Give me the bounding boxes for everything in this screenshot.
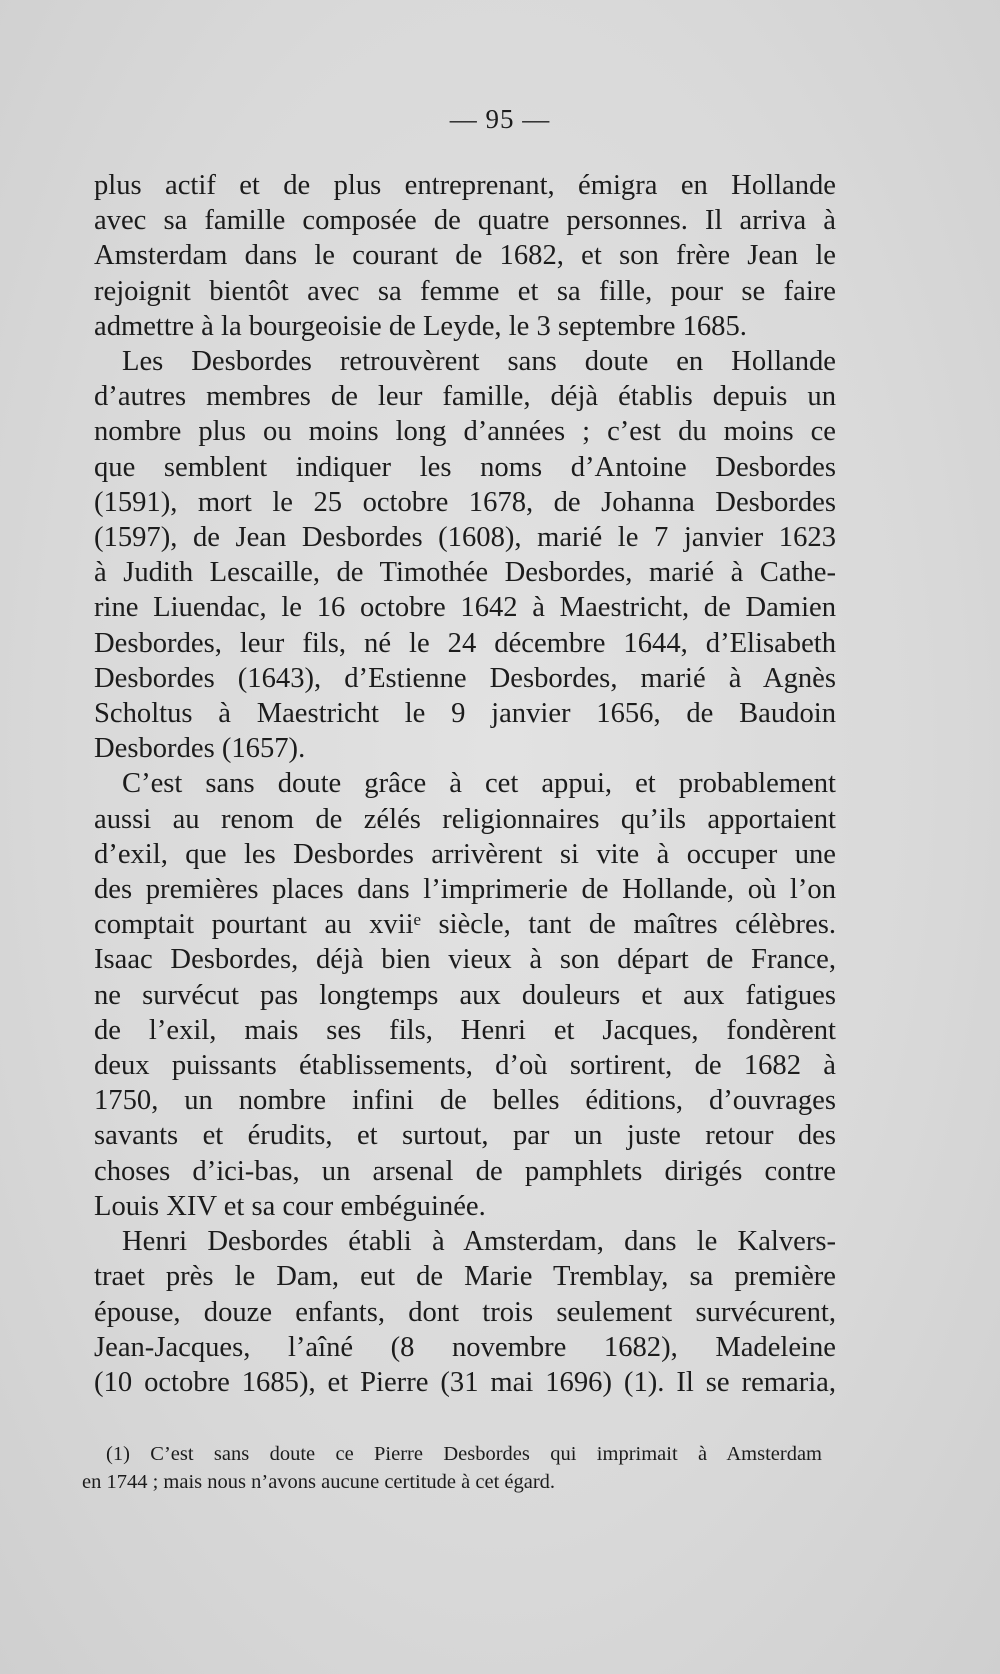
body-text-line: Amsterdam dans le courant de 1682, et son frère Jean le: [94, 240, 836, 272]
body-text-line: (10 octobre 1685), et Pierre (31 mai 1696) (1). Il se remaria,: [94, 1366, 836, 1398]
page-number: — 95 —: [449, 104, 551, 134]
body-text-line: (1597), de Jean Desbordes (1608), marié le 7 janvier 1623: [94, 522, 836, 554]
body-text-line: deux puissants établissements, d’où sortirent, de 1682 à: [94, 1050, 836, 1082]
body-text-line: rine Liuendac, le 16 octobre 1642 à Maestricht, de Damien: [94, 592, 836, 624]
body-text-line: comptait pourtant au xviiᵉ siècle, tant de maîtres célèbres.: [94, 909, 836, 941]
body-text-line: Desbordes, leur fils, né le 24 décembre 1644, d’Elisabeth: [94, 627, 836, 659]
body-text-line: rejoignit bientôt avec sa femme et sa fille, pour se faire: [94, 275, 836, 307]
body-text-line: Desbordes (1657).: [94, 733, 306, 765]
body-text-line: 1750, un nombre infini de belles éditions, d’ouvrages: [94, 1085, 836, 1117]
footnote: [82, 1440, 822, 1496]
body-text-line: (1591), mort le 25 octobre 1678, de Johanna Desbordes: [94, 486, 836, 518]
body-text-line: d’autres membres de leur famille, déjà établis depuis un: [94, 381, 836, 413]
body-text-line: de l’exil, mais ses fils, Henri et Jacques, fondèrent: [94, 1014, 836, 1046]
body-text-line: Isaac Desbordes, déjà bien vieux à son départ de France,: [94, 944, 836, 976]
body-text-line: avec sa famille composée de quatre personnes. Il arriva à: [94, 205, 836, 237]
body-text: [94, 168, 836, 1400]
body-text-line: ne survécut pas longtemps aux douleurs et aux fatigues: [94, 979, 836, 1011]
body-text-line: des premières places dans l’imprimerie de Hollande, où l’on: [94, 874, 836, 906]
footnote-line: en 1744 ; mais nous n’avons aucune certitude à cet égard.: [82, 1471, 556, 1493]
body-text-line: savants et érudits, et surtout, par un juste retour des: [94, 1120, 836, 1152]
body-text-line: choses d’ici-bas, un arsenal de pamphlets dirigés contre: [94, 1155, 836, 1187]
body-text-line: admettre à la bourgeoisie de Leyde, le 3 septembre 1685.: [94, 310, 747, 342]
body-text-line: Desbordes (1643), d’Estienne Desbordes, marié à Agnès: [94, 662, 836, 694]
body-text-line: épouse, douze enfants, dont trois seulement survécurent,: [94, 1296, 836, 1328]
body-text-line: Scholtus à Maestricht le 9 janvier 1656, de Baudoin: [94, 698, 836, 730]
body-text-line: traet près le Dam, eut de Marie Tremblay, sa première: [94, 1261, 836, 1293]
body-text-line: nombre plus ou moins long d’années ; c’est du moins ce: [94, 416, 836, 448]
body-text-line: d’exil, que les Desbordes arrivèrent si vite à occuper une: [94, 838, 836, 870]
body-text-line: Jean-Jacques, l’aîné (8 novembre 1682), Madeleine: [94, 1331, 836, 1363]
body-text-line: plus actif et de plus entreprenant, émigra en Hollande: [94, 170, 836, 201]
body-text-line: aussi au renom de zélés religionnaires qu’ils apportaient: [94, 803, 836, 835]
body-text-line: Henri Desbordes établi à Amsterdam, dans le Kalvers-: [122, 1226, 836, 1258]
body-text-line: C’est sans doute grâce à cet appui, et probablement: [122, 768, 836, 800]
body-text-line: Les Desbordes retrouvèrent sans doute en Hollande: [122, 346, 836, 378]
footnote-line: (1) C’est sans doute ce Pierre Desbordes qui imprimait à Amsterdam: [106, 1443, 822, 1465]
body-text-line: à Judith Lescaille, de Timothée Desbordes, marié à Cathe-: [94, 557, 836, 589]
body-text-line: que semblent indiquer les noms d’Antoine Desbordes: [94, 451, 836, 483]
body-text-line: Louis XIV et sa cour embéguinée.: [94, 1190, 486, 1222]
